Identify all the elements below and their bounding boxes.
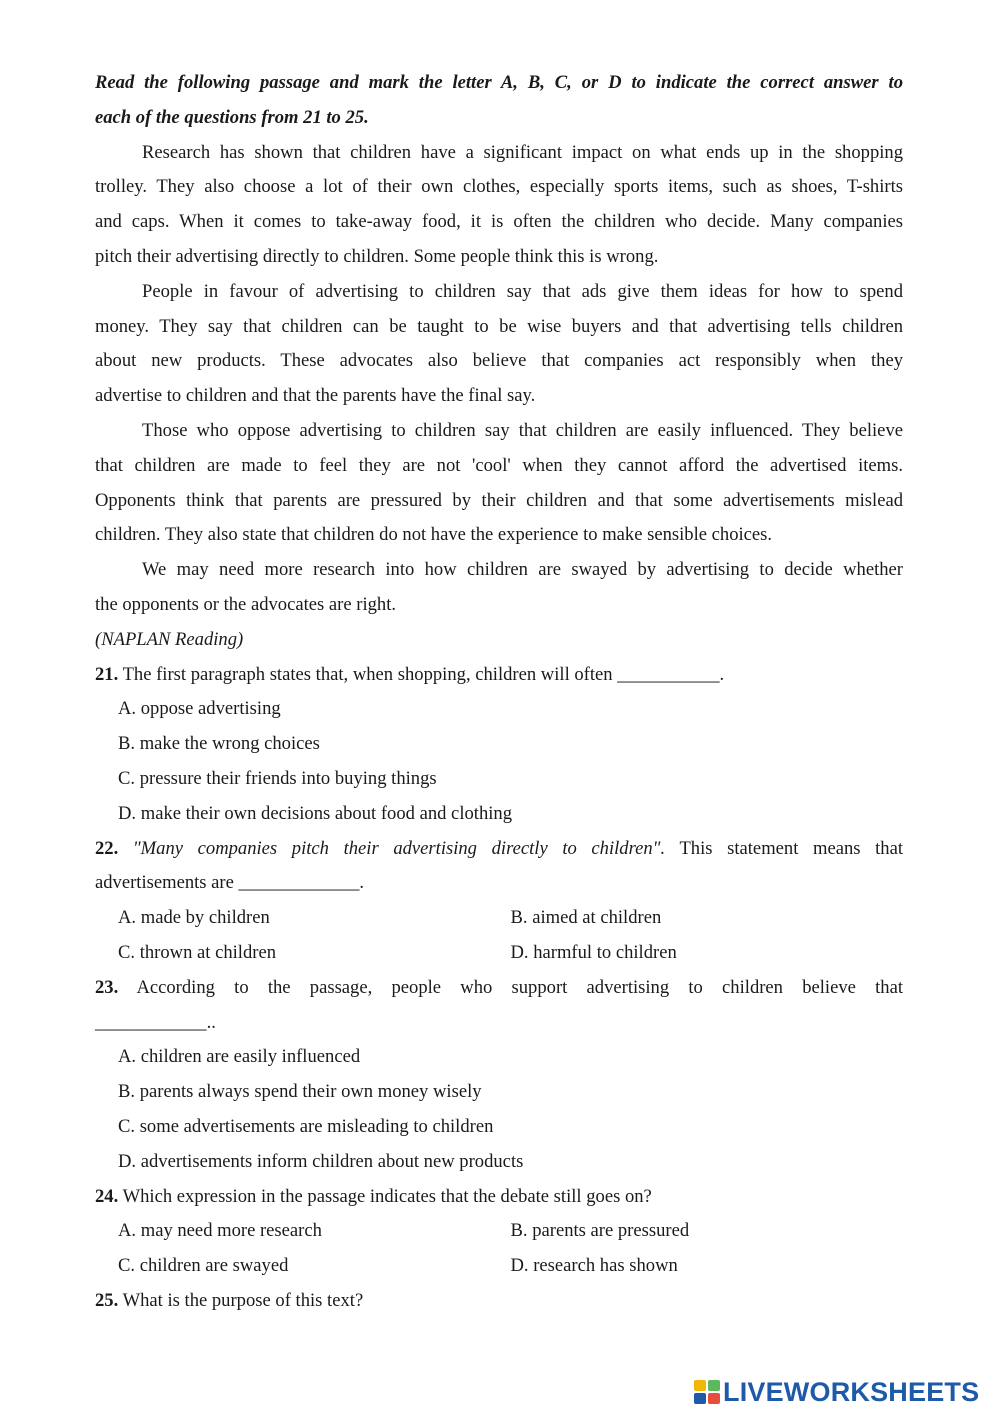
passage-source: (NAPLAN Reading): [95, 628, 244, 650]
passage-p1-line-1: Research has shown that children have a significant impact on what ends up in the shopping: [142, 141, 903, 163]
passage-p3-line-3: Opponents think that parents are pressured by their children and that some advertisements mislead: [95, 489, 903, 511]
passage-p4-line-2: the opponents or the advocates are right.: [95, 593, 397, 615]
passage-p3-line-4: children. They also state that children do not have the experience to make sensible choices.: [95, 524, 773, 546]
question-21-number: 21.: [95, 663, 119, 685]
passage-p3-line-1: Those who oppose advertising to children say that children are easily influenced. They believe: [142, 419, 903, 441]
question-22-text: This statement means that: [679, 837, 903, 859]
passage-p2-line-3: about new products. These advocates also believe that companies act responsibly when they: [95, 350, 903, 372]
q21-option-a[interactable]: A. oppose advertising: [118, 698, 281, 720]
logo-square-red: [708, 1393, 720, 1404]
q24-option-a[interactable]: A. may need more research: [118, 1220, 322, 1242]
q22-option-d[interactable]: D. harmful to children: [510, 941, 677, 963]
q24-option-c[interactable]: C. children are swayed: [118, 1255, 289, 1277]
instructions-line-2: each of the questions from 21 to 25.: [95, 106, 369, 128]
passage-p2-line-2: money. They say that children can be taught to be wise buyers and that advertising tells children: [95, 315, 903, 337]
q23-option-d[interactable]: D. advertisements inform children about new products: [118, 1150, 524, 1172]
passage-p2-line-4: advertise to children and that the parents have the final say.: [95, 385, 536, 407]
instructions-line-1: Read the following passage and mark the letter A, B, C, or D to indicate the correct answer to: [95, 72, 903, 93]
q21-option-b[interactable]: B. make the wrong choices: [118, 733, 320, 755]
question-25: [95, 1284, 903, 1319]
q24-options-row-2: [95, 1249, 903, 1284]
q22-option-c[interactable]: C. thrown at children: [118, 941, 277, 963]
q21-option-c[interactable]: C. pressure their friends into buying things: [118, 767, 437, 789]
question-24-text: Which expression in the passage indicates that the debate still goes on?: [122, 1185, 652, 1207]
logo-square-blue: [694, 1393, 706, 1404]
q23-option-b[interactable]: B. parents always spend their own money wisely: [118, 1081, 482, 1103]
passage-p4-line-1: We may need more research into how children are swayed by advertising to decide whether: [142, 559, 903, 581]
liveworksheets-logo[interactable]: [694, 1378, 994, 1406]
question-23: [95, 971, 903, 1006]
question-22: [95, 832, 903, 867]
logo-square-green: [708, 1380, 720, 1391]
liveworksheets-logo-text: LIVEWORKSHEETS: [723, 1377, 980, 1407]
question-25-text: What is the purpose of this text?: [122, 1289, 364, 1311]
question-25-number: 25.: [95, 1289, 119, 1311]
q21-option-d[interactable]: D. make their own decisions about food and clothing: [118, 802, 513, 824]
question-21: [95, 658, 903, 693]
worksheet-page: [95, 66, 903, 1319]
passage-p1-line-2: trolley. They also choose a lot of their own clothes, especially sports items, such as shoes, T-shirts: [95, 176, 903, 198]
question-23-number: 23.: [95, 976, 119, 998]
passage-p1-line-3: and caps. When it comes to take-away food, it is often the children who decide. Many companies: [95, 211, 903, 233]
q24-option-d[interactable]: D. research has shown: [510, 1255, 678, 1277]
q22-option-a[interactable]: A. made by children: [118, 907, 270, 929]
q24-options-row-1: [95, 1214, 903, 1249]
question-22-quote: "Many companies pitch their advertising directly to children".: [132, 837, 666, 859]
q23-option-a[interactable]: A. children are easily influenced: [118, 1046, 361, 1068]
q24-option-b[interactable]: B. parents are pressured: [510, 1220, 690, 1242]
liveworksheets-logo-icon: [694, 1380, 720, 1404]
question-24: [95, 1180, 903, 1215]
question-23-text: According to the passage, people who support advertising to children believe that: [136, 976, 903, 998]
q22-options-row-1: [95, 901, 903, 936]
q23-option-c[interactable]: C. some advertisements are misleading to children: [118, 1115, 494, 1137]
passage-p1-line-4: pitch their advertising directly to children. Some people think this is wrong.: [95, 245, 659, 267]
q22-options-row-2: [95, 936, 903, 971]
question-23-line-2: ____________..: [95, 1011, 216, 1033]
question-24-number: 24.: [95, 1185, 119, 1207]
passage-p2-line-1: People in favour of advertising to children say that ads give them ideas for how to spend: [142, 280, 903, 302]
question-22-line-2: advertisements are _____________.: [95, 872, 365, 894]
passage-p3-line-2: that children are made to feel they are not 'cool' when they cannot afford the advertised items.: [95, 454, 903, 476]
q22-option-b[interactable]: B. aimed at children: [510, 907, 662, 929]
question-21-text: The first paragraph states that, when shopping, children will often ___________.: [122, 663, 725, 685]
question-22-number: 22.: [95, 837, 119, 859]
logo-square-yellow: [694, 1380, 706, 1391]
